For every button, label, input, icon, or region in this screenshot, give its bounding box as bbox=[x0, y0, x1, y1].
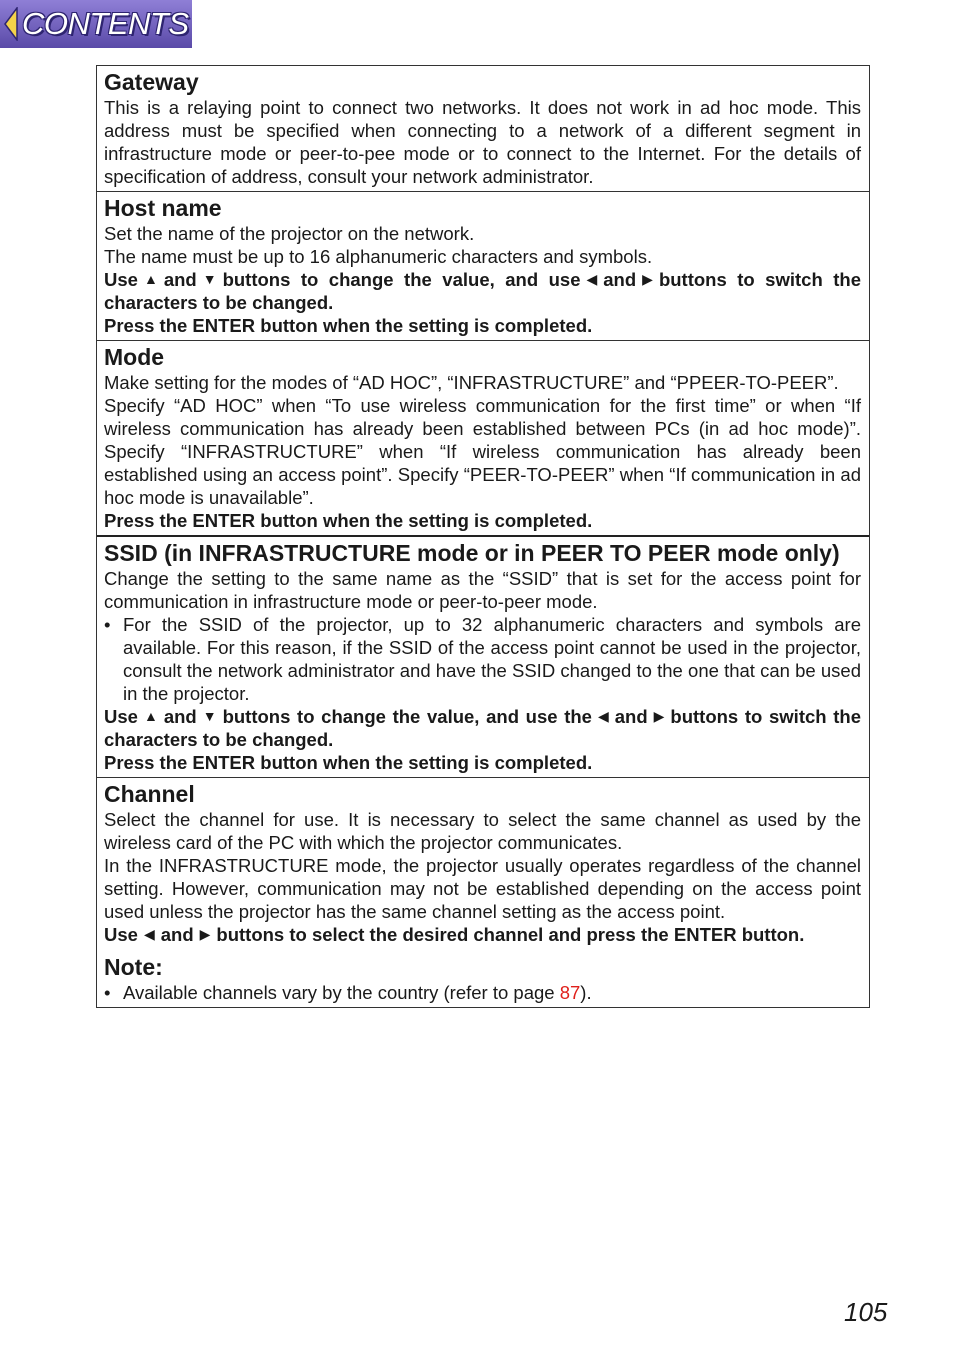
note-title: Note: bbox=[104, 954, 163, 980]
op-and: and bbox=[160, 924, 194, 945]
op-end: buttons to switch the characters to be changed. bbox=[104, 706, 861, 750]
op-end: buttons to switch the characters to be changed. bbox=[104, 269, 861, 313]
ssid-section bbox=[97, 535, 869, 777]
mode-enter: Press the ENTER button when the setting is completed. bbox=[104, 510, 593, 531]
op-mid: buttons to change the value, and use the bbox=[222, 706, 592, 727]
page-87-link[interactable]: 87 bbox=[559, 982, 581, 1003]
left-triangle-icon: ◀ bbox=[597, 708, 609, 724]
channel-line2: In the INFRASTRUCTURE mode, the projector usually operates regardless of the channel setting. However, communication may not be established depending on the access point used unless the projector has the same channel setting as the access point. bbox=[104, 855, 861, 922]
contents-label: CONTENTS bbox=[22, 6, 189, 41]
op-and: and bbox=[163, 706, 197, 727]
right-triangle-icon: ▶ bbox=[653, 708, 665, 724]
gateway-title: Gateway bbox=[104, 69, 199, 95]
left-triangle-icon: ◀ bbox=[586, 271, 598, 287]
host-name-operation bbox=[104, 268, 861, 314]
note-text bbox=[123, 981, 861, 1004]
note-pre: Available channels vary by the country (refer to page bbox=[123, 982, 560, 1003]
channel-line1: Select the channel for use. It is necessary to select the same channel as used by the wireless card of the PC with which the projector communicates. bbox=[104, 809, 861, 853]
op-end: buttons to select the desired channel and press the ENTER button. bbox=[216, 924, 805, 945]
ssid-bullet bbox=[104, 613, 861, 705]
op-mid: buttons to change the value, and use bbox=[222, 269, 581, 290]
host-name-enter: Press the ENTER button when the setting is completed. bbox=[104, 315, 593, 336]
op-and: and bbox=[603, 269, 637, 290]
host-name-line1: Set the name of the projector on the network. bbox=[104, 223, 475, 244]
mode-title: Mode bbox=[104, 344, 165, 370]
bullet-mark: • bbox=[104, 982, 111, 1003]
down-triangle-icon: ▼ bbox=[202, 271, 217, 287]
gateway-section bbox=[97, 66, 869, 191]
op-and: and bbox=[614, 706, 648, 727]
ssid-title: SSID (in INFRASTRUCTURE mode or in PEER TO PEER mode only) bbox=[104, 540, 840, 566]
contents-button[interactable] bbox=[0, 0, 192, 48]
channel-operation bbox=[104, 923, 861, 946]
host-name-section bbox=[97, 191, 869, 340]
ssid-line1: Change the setting to the same name as the “SSID” that is set for the access point for communication in infrastructure mode or peer-to-peer mode. bbox=[104, 568, 861, 612]
ssid-enter: Press the ENTER button when the setting is completed. bbox=[104, 752, 593, 773]
note-bullet bbox=[104, 981, 861, 1004]
gateway-text: This is a relaying point to connect two networks. It does not work in ad hoc mode. This address must be specified when connecting to a network of a different segment in infrastructure mode or peer-to-pee mode or to connect to the Internet. For the details of specification of address, consult your network administrator. bbox=[104, 97, 861, 187]
right-triangle-icon: ▶ bbox=[642, 271, 653, 287]
op-use: Use bbox=[104, 924, 138, 945]
op-use: Use bbox=[104, 706, 138, 727]
right-triangle-icon: ▶ bbox=[199, 926, 211, 942]
mode-line1: Make setting for the modes of “AD HOC”, “INFRASTRUCTURE” and “PPEER-TO-PEER”. bbox=[104, 372, 839, 393]
channel-title: Channel bbox=[104, 781, 195, 807]
down-triangle-icon: ▼ bbox=[202, 708, 217, 724]
host-name-line2: The name must be up to 16 alphanumeric characters and symbols. bbox=[104, 246, 653, 267]
op-use: Use bbox=[104, 269, 138, 290]
mode-line2: Specify “AD HOC” when “To use wireless communication for the first time” or when “If wireless communication has already been established between PCs (in ad hoc mode)”. Specify “INFRASTRUCTURE” when “If wireless communication has already been established using an access point”. Specify “PEER-TO-PEER” when “If communication in ad hoc mode is unavailable”. bbox=[104, 395, 861, 508]
note-post: ). bbox=[580, 982, 592, 1003]
left-triangle-icon: ◀ bbox=[143, 926, 155, 942]
settings-table bbox=[96, 65, 870, 1008]
page-number: 105 bbox=[844, 1297, 888, 1327]
back-arrow-icon bbox=[0, 0, 22, 48]
op-and: and bbox=[163, 269, 197, 290]
up-triangle-icon: ▲ bbox=[143, 708, 158, 724]
channel-section bbox=[97, 777, 869, 1007]
ssid-bullet-text: For the SSID of the projector, up to 32 alphanumeric characters and symbols are available. For this reason, if the SSID of the access point cannot be used in the projector, consult the network administrator and have the SSID changed to the one that can be used in the projector. bbox=[123, 614, 861, 704]
host-name-title: Host name bbox=[104, 195, 222, 221]
bullet-mark: • bbox=[104, 614, 111, 635]
mode-section bbox=[97, 340, 869, 535]
ssid-operation bbox=[104, 705, 861, 751]
up-triangle-icon: ▲ bbox=[143, 271, 158, 287]
